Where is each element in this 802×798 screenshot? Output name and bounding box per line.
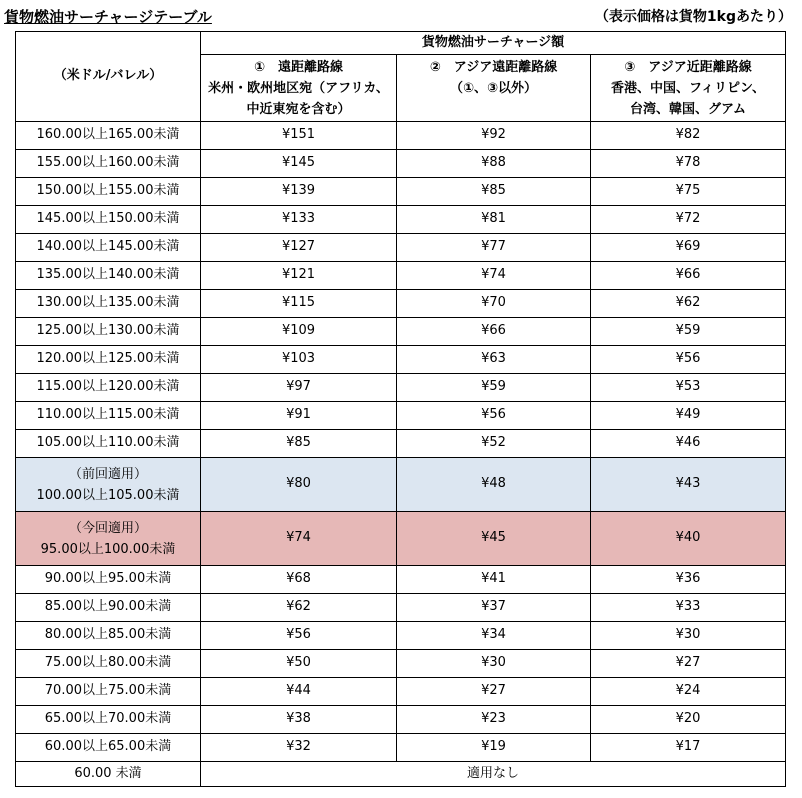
surcharge-cell: ¥82 xyxy=(591,122,786,150)
column-header-line: ① 遠距離路線 xyxy=(253,59,343,75)
surcharge-cell: ¥115 xyxy=(201,290,397,318)
price-band-cell: 135.00以上140.00未満 xyxy=(16,262,201,290)
price-band-cell: 155.00以上160.00未満 xyxy=(16,150,201,178)
previous-applied-row xyxy=(16,458,786,512)
surcharge-cell: ¥48 xyxy=(397,458,591,512)
column-header-long-haul xyxy=(201,55,397,122)
column-header-line: 中近東宛を含む） xyxy=(246,101,351,117)
table-row xyxy=(16,234,786,262)
surcharge-cell: ¥30 xyxy=(397,650,591,678)
price-band-cell: 115.00以上120.00未満 xyxy=(16,374,201,402)
column-header-line: （①、③以外） xyxy=(449,80,537,96)
price-band-cell: 80.00以上85.00未満 xyxy=(16,622,201,650)
surcharge-cell: ¥46 xyxy=(591,430,786,458)
table-row xyxy=(16,122,786,150)
surcharge-cell: ¥40 xyxy=(591,512,786,566)
price-band-cell: 125.00以上130.00未満 xyxy=(16,318,201,346)
price-band-cell: 90.00以上95.00未満 xyxy=(16,566,201,594)
column-header-line: 米州・欧州地区宛（アフリカ、 xyxy=(208,80,389,96)
surcharge-cell: ¥145 xyxy=(201,150,397,178)
surcharge-cell: ¥139 xyxy=(201,178,397,206)
surcharge-cell: ¥27 xyxy=(397,678,591,706)
surcharge-cell: ¥36 xyxy=(591,566,786,594)
surcharge-cell: ¥33 xyxy=(591,594,786,622)
price-band-cell: 105.00以上110.00未満 xyxy=(16,430,201,458)
surcharge-cell: ¥62 xyxy=(591,290,786,318)
previous-applied-label: （前回適用） xyxy=(68,466,147,482)
surcharge-group-header: 貨物燃油サーチャージ額 xyxy=(201,32,786,55)
surcharge-cell: ¥69 xyxy=(591,234,786,262)
table-row xyxy=(16,150,786,178)
surcharge-cell: ¥56 xyxy=(397,402,591,430)
price-band-header: （米ドル/バレル） xyxy=(16,32,201,122)
surcharge-cell: ¥62 xyxy=(201,594,397,622)
column-header-line: ② アジア遠距離路線 xyxy=(429,59,558,75)
table-row xyxy=(16,706,786,734)
surcharge-cell: ¥97 xyxy=(201,374,397,402)
page-title: 貨物燃油サーチャージテーブル xyxy=(4,8,212,26)
surcharge-cell: ¥50 xyxy=(201,650,397,678)
price-band-cell: 120.00以上125.00未満 xyxy=(16,346,201,374)
column-header-line: 台湾、韓国、グアム xyxy=(629,101,747,117)
price-band-cell: 65.00以上70.00未満 xyxy=(16,706,201,734)
surcharge-cell: ¥68 xyxy=(201,566,397,594)
surcharge-cell: ¥80 xyxy=(201,458,397,512)
table-row xyxy=(16,290,786,318)
price-band-cell: 85.00以上90.00未満 xyxy=(16,594,201,622)
price-band-cell: 110.00以上115.00未満 xyxy=(16,402,201,430)
surcharge-cell: ¥23 xyxy=(397,706,591,734)
surcharge-cell: ¥52 xyxy=(397,430,591,458)
column-header-asia-long xyxy=(397,55,591,122)
price-band-cell xyxy=(16,512,201,566)
surcharge-cell: ¥32 xyxy=(201,734,397,762)
not-applicable-cell: 適用なし xyxy=(201,762,786,787)
surcharge-cell: ¥37 xyxy=(397,594,591,622)
surcharge-cell: ¥74 xyxy=(201,512,397,566)
table-row xyxy=(16,678,786,706)
surcharge-cell: ¥27 xyxy=(591,650,786,678)
surcharge-cell: ¥92 xyxy=(397,122,591,150)
surcharge-cell: ¥85 xyxy=(397,178,591,206)
table-row xyxy=(16,206,786,234)
surcharge-cell: ¥81 xyxy=(397,206,591,234)
surcharge-cell: ¥56 xyxy=(591,346,786,374)
surcharge-cell: ¥38 xyxy=(201,706,397,734)
table-row xyxy=(16,402,786,430)
table-row xyxy=(16,318,786,346)
surcharge-cell: ¥121 xyxy=(201,262,397,290)
surcharge-cell: ¥19 xyxy=(397,734,591,762)
current-applied-row xyxy=(16,512,786,566)
price-band-cell: 150.00以上155.00未満 xyxy=(16,178,201,206)
price-band-cell: 60.00 未満 xyxy=(16,762,201,787)
surcharge-cell: ¥17 xyxy=(591,734,786,762)
table-row xyxy=(16,430,786,458)
surcharge-cell: ¥66 xyxy=(591,262,786,290)
surcharge-cell: ¥59 xyxy=(397,374,591,402)
surcharge-cell: ¥20 xyxy=(591,706,786,734)
surcharge-cell: ¥41 xyxy=(397,566,591,594)
price-band-cell: 75.00以上80.00未満 xyxy=(16,650,201,678)
price-band-cell: 160.00以上165.00未満 xyxy=(16,122,201,150)
price-band-cell: 70.00以上75.00未満 xyxy=(16,678,201,706)
current-applied-label: （今回適用） xyxy=(68,520,147,536)
surcharge-cell: ¥72 xyxy=(591,206,786,234)
surcharge-cell: ¥49 xyxy=(591,402,786,430)
surcharge-cell: ¥30 xyxy=(591,622,786,650)
surcharge-cell: ¥24 xyxy=(591,678,786,706)
surcharge-cell: ¥45 xyxy=(397,512,591,566)
column-header-line xyxy=(397,99,590,120)
current-applied-band: 95.00以上100.00未満 xyxy=(40,541,176,557)
table-row xyxy=(16,178,786,206)
surcharge-cell: ¥109 xyxy=(201,318,397,346)
price-band-cell xyxy=(16,458,201,512)
surcharge-cell: ¥85 xyxy=(201,430,397,458)
surcharge-cell: ¥63 xyxy=(397,346,591,374)
previous-applied-band: 100.00以上105.00未満 xyxy=(36,487,180,503)
table-row xyxy=(16,374,786,402)
surcharge-cell: ¥34 xyxy=(397,622,591,650)
surcharge-cell: ¥56 xyxy=(201,622,397,650)
price-band-cell: 145.00以上150.00未満 xyxy=(16,206,201,234)
surcharge-cell: ¥59 xyxy=(591,318,786,346)
price-band-cell: 60.00以上65.00未満 xyxy=(16,734,201,762)
table-row xyxy=(16,650,786,678)
column-header-asia-short xyxy=(591,55,786,122)
table-row xyxy=(16,594,786,622)
table-row xyxy=(16,346,786,374)
column-header-line: ③ アジア近距離路線 xyxy=(624,59,752,75)
surcharge-cell: ¥103 xyxy=(201,346,397,374)
price-band-cell: 140.00以上145.00未満 xyxy=(16,234,201,262)
surcharge-cell: ¥43 xyxy=(591,458,786,512)
surcharge-cell: ¥44 xyxy=(201,678,397,706)
table-row xyxy=(16,262,786,290)
surcharge-cell: ¥151 xyxy=(201,122,397,150)
surcharge-cell: ¥53 xyxy=(591,374,786,402)
surcharge-cell: ¥70 xyxy=(397,290,591,318)
table-row xyxy=(16,622,786,650)
surcharge-cell: ¥88 xyxy=(397,150,591,178)
unit-note: （表示価格は貨物1kgあたり） xyxy=(594,9,792,25)
surcharge-cell: ¥127 xyxy=(201,234,397,262)
surcharge-cell: ¥74 xyxy=(397,262,591,290)
surcharge-cell: ¥66 xyxy=(397,318,591,346)
table-row xyxy=(16,734,786,762)
price-band-cell: 130.00以上135.00未満 xyxy=(16,290,201,318)
not-applicable-row xyxy=(16,762,786,787)
surcharge-cell: ¥91 xyxy=(201,402,397,430)
surcharge-cell: ¥133 xyxy=(201,206,397,234)
column-header-line: 香港、中国、フィリピン、 xyxy=(611,80,765,96)
surcharge-table xyxy=(15,31,786,787)
table-row xyxy=(16,566,786,594)
surcharge-cell: ¥78 xyxy=(591,150,786,178)
surcharge-cell: ¥77 xyxy=(397,234,591,262)
surcharge-cell: ¥75 xyxy=(591,178,786,206)
